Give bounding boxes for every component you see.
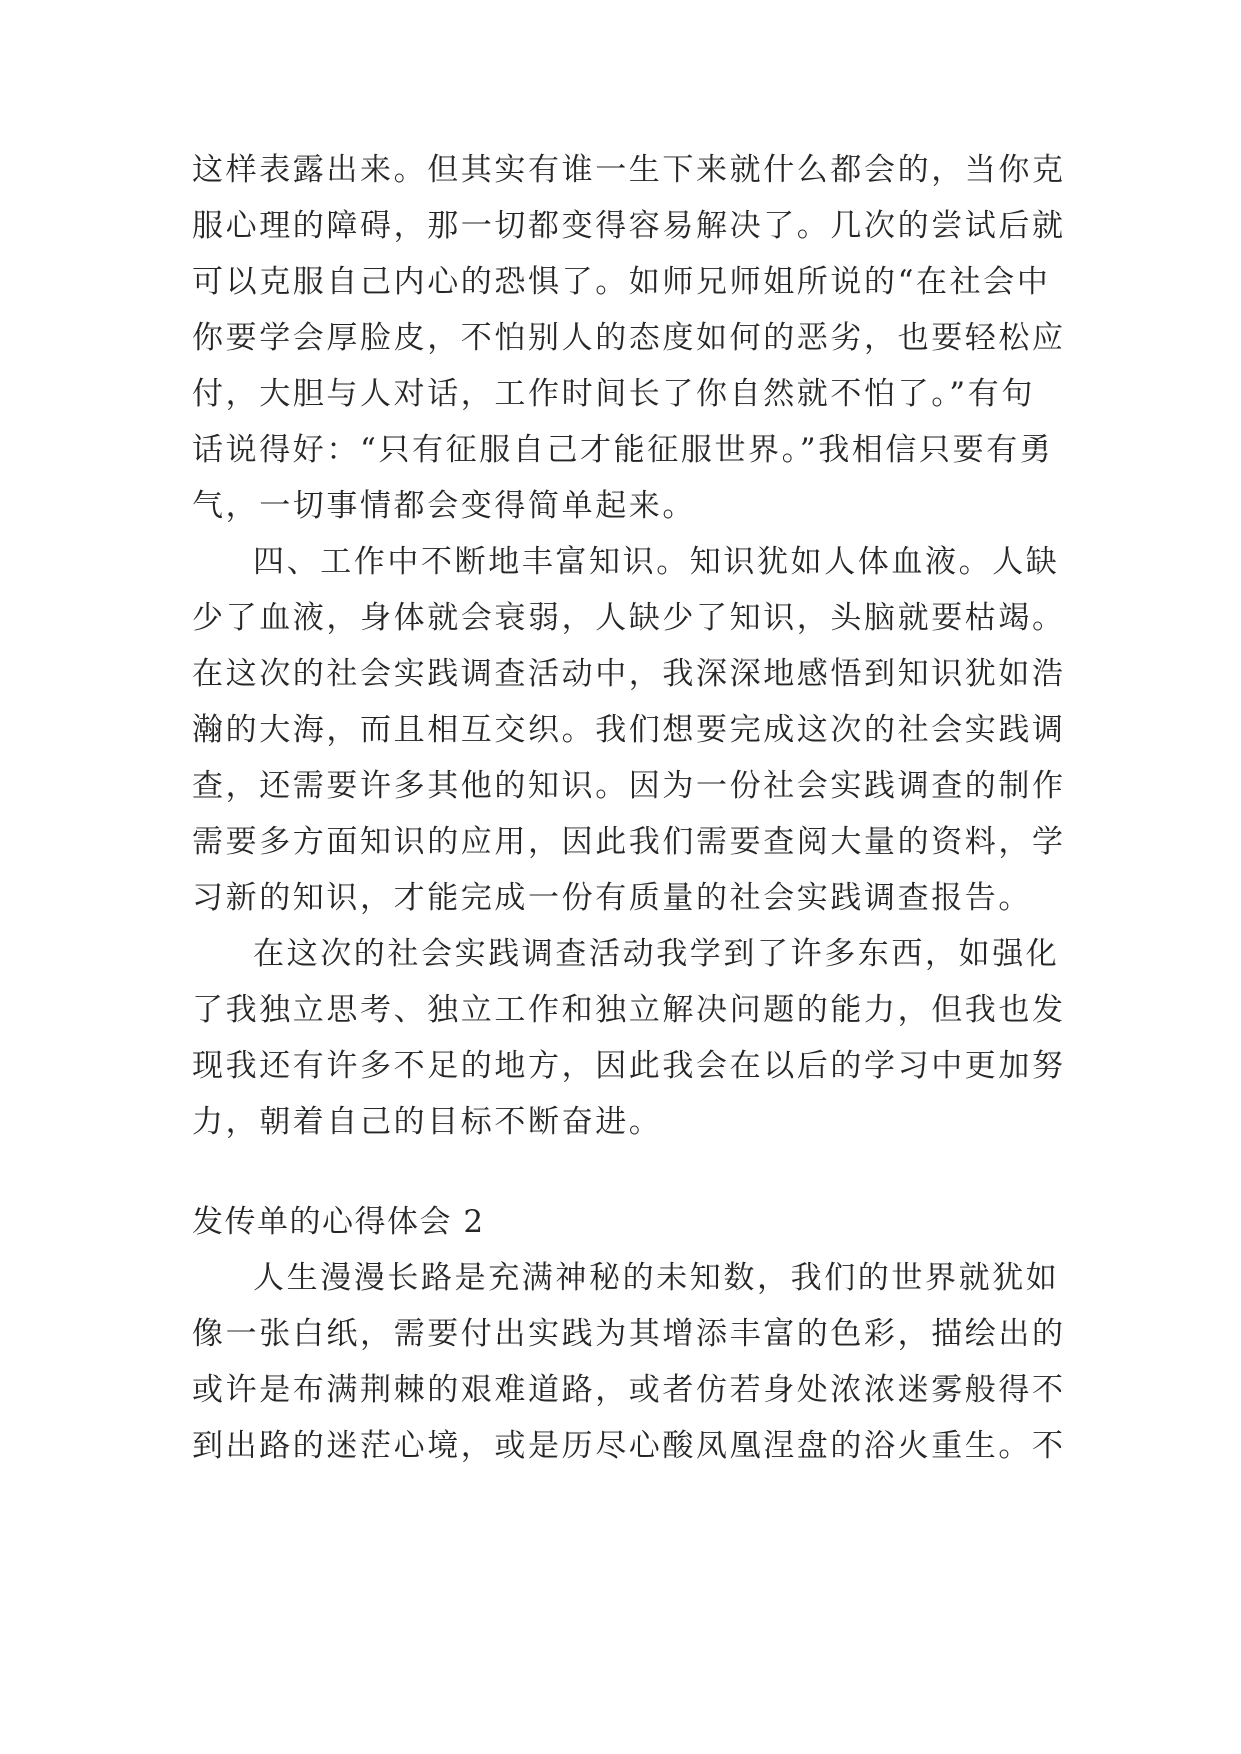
paragraph-2-line-7: 习新的知识，才能完成一份有质量的社会实践调查报告。 [192, 880, 1032, 916]
paragraph-2-line-2: 少了血液，身体就会衰弱，人缺少了知识，头脑就要枯竭。 [192, 600, 1066, 636]
paragraph-3-line-4: 力，朝着自己的目标不断奋进。 [192, 1104, 663, 1140]
paragraph-1-line-7: 气，一切事情都会变得简单起来。 [192, 488, 696, 524]
paragraph-2-line-3: 在这次的社会实践调查活动中，我深深地感悟到知识犹如浩 [192, 656, 1066, 692]
paragraph-1-line-5: 付，大胆与人对话，工作时间长了你自然就不怕了。”有句 [192, 376, 1035, 412]
paragraph-2-line-4: 瀚的大海，而且相互交织。我们想要完成这次的社会实践调 [192, 712, 1066, 748]
paragraph-1-line-4: 你要学会厚脸皮，不怕别人的态度如何的恶劣，也要轻松应 [192, 320, 1066, 356]
section-paragraph-line-4: 到出路的迷茫心境，或是历尽心酸凤凰涅盘的浴火重生。不 [192, 1428, 1066, 1464]
paragraph-3-line-1: 在这次的社会实践调查活动我学到了许多东西，如强化 [253, 936, 1060, 972]
paragraph-2-line-6: 需要多方面知识的应用，因此我们需要查阅大量的资料，学 [192, 824, 1066, 860]
section-paragraph-line-1: 人生漫漫长路是充满神秘的未知数，我们的世界就犹如 [253, 1260, 1060, 1296]
paragraph-2-line-5: 查，还需要许多其他的知识。因为一份社会实践调查的制作 [192, 768, 1066, 804]
paragraph-1-line-2: 服心理的障碍，那一切都变得容易解决了。几次的尝试后就 [192, 208, 1066, 244]
paragraph-1-line-6: 话说得好：“只有征服自己才能征服世界。”我相信只要有勇 [192, 432, 1054, 468]
paragraph-1-line-1: 这样表露出来。但其实有谁一生下来就什么都会的，当你克 [192, 152, 1066, 188]
paragraph-3-line-2: 了我独立思考、独立工作和独立解决问题的能力，但我也发 [192, 992, 1066, 1028]
section-paragraph-line-2: 像一张白纸，需要付出实践为其增添丰富的色彩，描绘出的 [192, 1316, 1066, 1352]
section-heading: 发传单的心得体会 2 [192, 1204, 485, 1240]
section-paragraph-line-3: 或许是布满荆棘的艰难道路，或者仿若身处浓浓迷雾般得不 [192, 1372, 1066, 1408]
paragraph-2-line-1: 四、工作中不断地丰富知识。知识犹如人体血液。人缺 [253, 544, 1060, 580]
paragraph-3-line-3: 现我还有许多不足的地方，因此我会在以后的学习中更加努 [192, 1048, 1066, 1084]
paragraph-1-line-3: 可以克服自己内心的恐惧了。如师兄师姐所说的“在社会中 [192, 264, 1051, 300]
